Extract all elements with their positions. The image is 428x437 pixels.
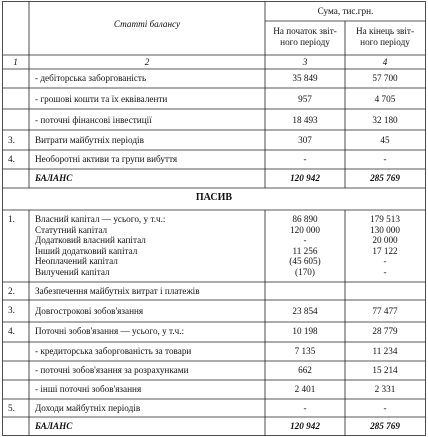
row-num: 4. (8, 326, 15, 336)
col-num-1: 1 (13, 57, 18, 67)
row-label: Витрати майбутніх періодів (35, 135, 144, 145)
row-end: 15 214 (372, 365, 398, 375)
row-label: Доходи майбутніх періодів (35, 403, 141, 413)
row-begin: 2 401 (294, 384, 316, 394)
row-num: 2. (8, 286, 15, 296)
row-num: 5. (8, 403, 15, 413)
row-end: 57 700 (372, 73, 398, 83)
row-end: 4 705 (374, 94, 396, 104)
row-begin: - (303, 154, 307, 164)
row-end: 2 331 (374, 384, 396, 394)
row-end: - (383, 154, 387, 164)
balance-begin: 120 942 (290, 173, 320, 183)
row-begin: 957 (298, 94, 312, 104)
header-end: На кінець звіт- ного періоду (355, 26, 415, 47)
row-begin: 18 493 (292, 115, 318, 125)
row-label: Поточні зобов'язання — усього, у т.ч.: (35, 326, 185, 336)
balance-begin: 120 942 (290, 421, 320, 431)
row-end: 28 779 (372, 326, 398, 336)
header-begin: На початок звіт- ного періоду (273, 26, 337, 47)
row-num: 1. (8, 214, 15, 224)
equity-begin: 86 890 120 000 - 11 256 (45 605) (170) (289, 214, 321, 277)
row-begin: 35 849 (292, 73, 318, 83)
row-num: 3. (8, 305, 15, 315)
row-begin: 7 135 (294, 346, 316, 356)
row-label: - поточні зобов'язання за розрахунками (35, 365, 189, 375)
row-begin: 307 (298, 135, 312, 145)
header-sum: Сума, тис.грн. (317, 6, 374, 16)
passive-title: ПАСИВ (195, 192, 233, 203)
row-num: 3. (8, 135, 15, 145)
balance-end: 285 769 (370, 173, 400, 183)
row-begin: 23 854 (292, 306, 318, 316)
row-label: - інші поточні зобов'язання (35, 384, 142, 394)
row-num: 4. (8, 154, 15, 164)
balance-label: БАЛАНС (35, 173, 73, 183)
equity-labels: Власний капітал — усього, у т.ч.: Статутний капітал Додатковий власний капітал Інший додатковий капітал Неоплачений капітал Вилучений капітал (35, 214, 166, 277)
col-num-3: 3 (302, 57, 308, 67)
row-end: 77 477 (372, 306, 398, 316)
header-articles: Статті балансу (113, 19, 181, 29)
row-label: - дебіторська заборгованість (35, 73, 147, 83)
row-end: 45 (380, 135, 390, 145)
col-num-2: 2 (144, 57, 150, 67)
row-end: 11 234 (372, 346, 398, 356)
row-begin: 10 198 (292, 326, 318, 336)
row-label: Забезпечення майбутніх витрат і платежів (35, 286, 200, 296)
balance-label: БАЛАНС (35, 421, 73, 431)
equity-end: 179 513 130 000 20 000 17 122 - - (370, 214, 400, 277)
balance-end: 285 769 (370, 421, 400, 431)
row-end: 32 180 (372, 115, 398, 125)
row-begin: - (303, 403, 307, 413)
row-label: - поточні фінансові інвестиції (35, 115, 152, 125)
row-label: - кредиторська заборгованість за товари (35, 346, 192, 356)
col-num-4: 4 (382, 57, 388, 67)
row-label: - грошові кошти та їх еквіваленти (35, 94, 168, 104)
row-label: Довгострокові зобов'язання (35, 306, 144, 316)
row-begin: 662 (298, 365, 312, 375)
row-end: - (383, 403, 387, 413)
row-label: Необоротні активи та групи вибуття (35, 154, 178, 164)
